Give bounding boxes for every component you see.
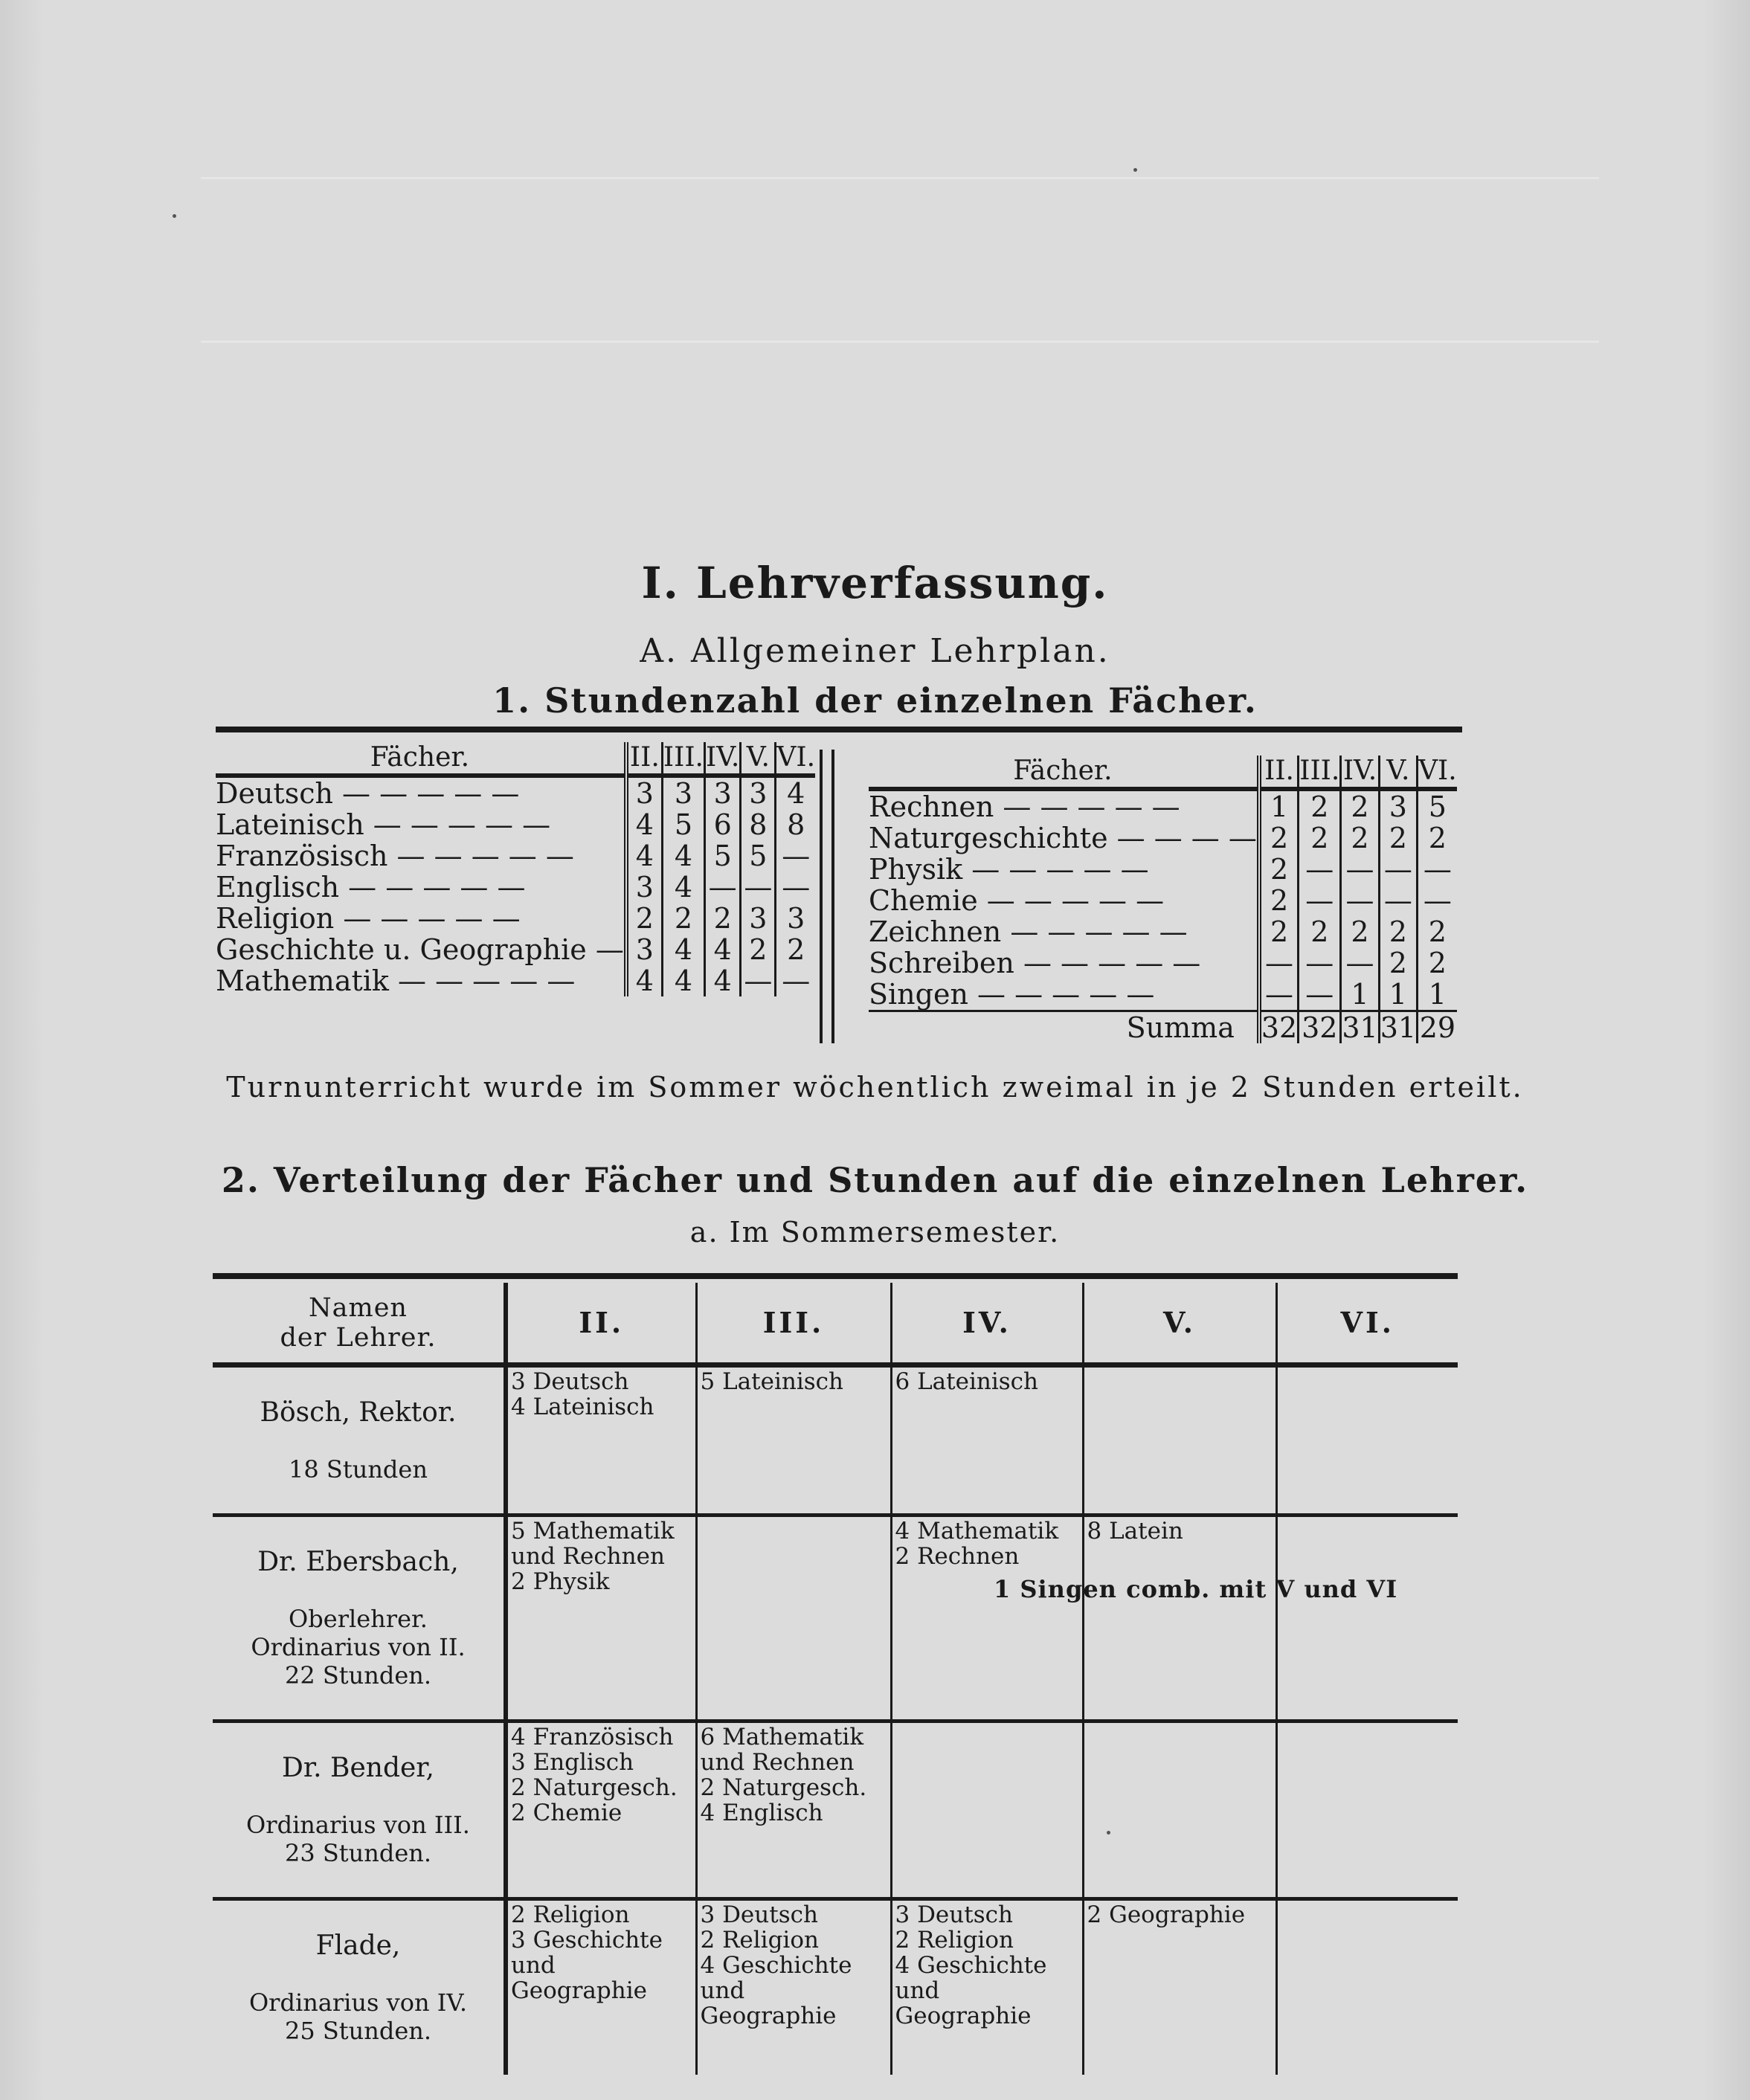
section1-title: 1. Stundenzahl der einzelnen Fächer.	[492, 680, 1258, 721]
paper-speck	[1133, 168, 1137, 172]
table-column-divider	[820, 750, 834, 1043]
teacher-details: 18 Stunden	[289, 1455, 428, 1484]
subject-name: Geschichte u. Geographie —	[216, 933, 624, 966]
hours-value: 2	[1418, 822, 1457, 854]
subject-name: Lateinisch — — — — —	[216, 808, 551, 841]
hours-value: 1	[1418, 979, 1457, 1011]
table-row	[216, 934, 815, 965]
hours-value: 3	[776, 903, 815, 934]
subject-header: Fächer.	[869, 756, 1259, 789]
page-subheading: A. Allgemeiner Lehrplan.	[640, 632, 1110, 670]
hours-value: —	[1299, 947, 1341, 979]
hours-value: —	[741, 965, 776, 996]
assignment-cell: 6 Mathematik und Rechnen 2 Naturgesch. 4 Englisch	[696, 1721, 891, 1899]
subject-name: Zeichnen — — — — —	[869, 915, 1188, 948]
assignment-cell: 3 Deutsch 4 Lateinisch	[506, 1365, 696, 1516]
class-header: VI.	[1276, 1283, 1458, 1365]
hours-value: 4	[776, 776, 815, 809]
assignment-cell	[1276, 1516, 1458, 1721]
hours-value: 2	[1299, 916, 1341, 947]
hours-value: —	[1259, 947, 1299, 979]
subject-name: Englisch — — — — —	[216, 871, 526, 904]
hours-value: 3	[1379, 789, 1417, 822]
teacher-row	[213, 1899, 1458, 2075]
hours-value: 5	[741, 840, 776, 872]
sum-value: 32	[1299, 1011, 1341, 1044]
subject-name: Chemie — — — — —	[869, 884, 1165, 917]
hours-value: 2	[1379, 916, 1417, 947]
hours-value: —	[1379, 885, 1417, 916]
hours-value: 2	[1341, 789, 1379, 822]
subject-name: Naturgeschichte — — — —	[869, 822, 1257, 854]
hours-value: 5	[1418, 789, 1457, 822]
class-header: V.	[741, 742, 776, 776]
class-header: IV.	[1341, 756, 1379, 789]
hours-table-left	[216, 742, 815, 996]
hours-value: 4	[662, 934, 704, 965]
subject-header: Fächer.	[216, 742, 626, 776]
teacher-name-header: Namen der Lehrer.	[213, 1283, 506, 1365]
teacher-cell	[213, 1516, 506, 1721]
teacher-row	[213, 1516, 1458, 1721]
class-header: III.	[662, 742, 704, 776]
hours-value: 2	[1379, 947, 1417, 979]
hours-value: 2	[741, 934, 776, 965]
hours-value: 2	[1341, 916, 1379, 947]
hours-value: 3	[704, 776, 740, 809]
table-top-rule	[213, 1273, 1458, 1279]
hours-value: —	[1341, 854, 1379, 885]
assignment-cell	[1083, 1721, 1276, 1899]
hours-value: 4	[704, 965, 740, 996]
sum-label: Summa	[869, 1011, 1259, 1044]
assignment-cell: 2 Religion 3 Geschichte und Geographie	[506, 1899, 696, 2075]
teacher-name: Dr. Bender,	[282, 1753, 434, 1783]
hours-value: —	[1341, 947, 1379, 979]
hours-value: 4	[626, 840, 663, 872]
teacher-row	[213, 1721, 1458, 1899]
class-header: IV.	[704, 742, 740, 776]
hours-value: 2	[1299, 822, 1341, 854]
teacher-cell	[213, 1365, 506, 1516]
table-row	[869, 885, 1457, 916]
hours-value: —	[776, 872, 815, 903]
hours-value: 6	[704, 809, 740, 840]
hours-value: 2	[626, 903, 663, 934]
subject-name: Deutsch — — — — —	[216, 777, 520, 810]
assignment-cell	[891, 1721, 1083, 1899]
teacher-distribution-table	[213, 1283, 1458, 2075]
section2-title: 2. Verteilung der Fächer und Stunden auf die einzelnen Lehrer.	[221, 1160, 1529, 1200]
hours-value: 2	[1418, 947, 1457, 979]
assignment-cell: 2 Geographie	[1083, 1899, 1276, 2075]
hours-value: 4	[626, 965, 663, 996]
hours-value: 2	[1259, 854, 1299, 885]
sum-value: 31	[1380, 1011, 1417, 1044]
teacher-name: Flade,	[315, 1930, 401, 1961]
hours-value: 4	[662, 840, 704, 872]
teacher-cell	[213, 1899, 506, 2075]
hours-value: —	[704, 872, 740, 903]
teacher-details: Ordinarius von III. 23 Stunden.	[246, 1811, 470, 1867]
table-row	[216, 965, 815, 996]
sum-value: 32	[1259, 1011, 1299, 1044]
class-header: II.	[506, 1283, 696, 1365]
paper-fold-line	[201, 341, 1599, 343]
hours-value: 4	[662, 965, 704, 996]
assignment-cell	[1083, 1365, 1276, 1516]
hours-value: 2	[1379, 822, 1417, 854]
table-row	[869, 854, 1457, 885]
hours-value: 4	[704, 934, 740, 965]
subject-name: Rechnen — — — — —	[869, 790, 1180, 823]
assignment-cell: 4 Französisch 3 Englisch 2 Naturgesch. 2 Chemie	[506, 1721, 696, 1899]
hours-value: 1	[1341, 979, 1379, 1011]
hours-value: 1	[1379, 979, 1417, 1011]
hours-table-right	[869, 756, 1457, 1043]
hours-value: 3	[626, 776, 663, 809]
hours-value: —	[776, 840, 815, 872]
assignment-cell: 8 Latein	[1083, 1516, 1276, 1721]
hours-value: 2	[1259, 916, 1299, 947]
sum-value: 29	[1418, 1011, 1457, 1044]
teacher-cell	[213, 1721, 506, 1899]
assignment-cell	[1276, 1721, 1458, 1899]
hours-value: 3	[626, 872, 663, 903]
combined-singing-note: 1 Singen comb. mit V und VI	[994, 1575, 1398, 1603]
assignment-cell: 3 Deutsch 2 Religion 4 Geschichte und Geographie	[891, 1899, 1083, 2075]
assignment-cell	[1276, 1365, 1458, 1516]
subject-name: Singen — — — — —	[869, 978, 1155, 1011]
table-row	[869, 979, 1457, 1011]
hours-value: 2	[662, 903, 704, 934]
hours-value: 2	[704, 903, 740, 934]
assignment-cell	[1276, 1899, 1458, 2075]
hours-value: —	[1299, 979, 1341, 1011]
hours-value: —	[1259, 979, 1299, 1011]
hours-value: 2	[1259, 885, 1299, 916]
class-header: III.	[696, 1283, 891, 1365]
sum-value: 31	[1342, 1011, 1378, 1044]
table-row	[869, 916, 1457, 947]
hours-value: 1	[1259, 789, 1299, 822]
subject-name: Physik — — — — —	[869, 853, 1149, 886]
hours-value: 2	[1341, 822, 1379, 854]
sum-row	[869, 1011, 1457, 1044]
class-header: III.	[1299, 756, 1341, 789]
table-row	[216, 809, 815, 840]
teacher-name: Dr. Ebersbach,	[257, 1547, 459, 1577]
hours-value: —	[776, 965, 815, 996]
class-header: V.	[1379, 756, 1417, 789]
table-row	[216, 776, 815, 809]
assignment-cell	[696, 1516, 891, 1721]
section2-subtitle: a. Im Sommersemester.	[689, 1216, 1061, 1249]
hours-value: —	[1379, 854, 1417, 885]
hours-value: 5	[704, 840, 740, 872]
teacher-name: Bösch, Rektor.	[260, 1397, 457, 1428]
hours-value: 3	[741, 903, 776, 934]
hours-value: 2	[1259, 822, 1299, 854]
assignment-cell: 3 Deutsch 2 Religion 4 Geschichte und Geographie	[696, 1899, 891, 2075]
assignment-cell: 5 Lateinisch	[696, 1365, 891, 1516]
subject-name: Mathematik — — — — —	[216, 964, 576, 997]
gymnastics-note: Turnunterricht wurde im Sommer wöchentlich zweimal in je 2 Stunden erteilt.	[226, 1071, 1524, 1104]
class-header: VI.	[776, 742, 815, 776]
paper-fold-line	[201, 177, 1599, 179]
page-heading: I. Lehrverfassung.	[641, 558, 1109, 608]
assignment-cell: 6 Lateinisch	[891, 1365, 1083, 1516]
table-row	[869, 947, 1457, 979]
table-row	[869, 789, 1457, 822]
class-header: V.	[1083, 1283, 1276, 1365]
assignment-cell: 4 Mathematik 2 Rechnen	[891, 1516, 1083, 1721]
table-top-rule	[216, 727, 1462, 732]
hours-value: 3	[626, 934, 663, 965]
hours-value: 2	[776, 934, 815, 965]
class-header: II.	[626, 742, 663, 776]
hours-value: 3	[741, 776, 776, 809]
subject-name: Schreiben — — — — —	[869, 947, 1201, 979]
hours-value: 4	[662, 872, 704, 903]
hours-value: —	[741, 872, 776, 903]
table-row	[216, 872, 815, 903]
hours-value: 8	[776, 809, 815, 840]
subject-name: Religion — — — — —	[216, 902, 521, 935]
hours-value: —	[1418, 885, 1457, 916]
hours-value: 3	[662, 776, 704, 809]
hours-value: 8	[741, 809, 776, 840]
class-header: II.	[1259, 756, 1299, 789]
hours-value: —	[1418, 854, 1457, 885]
hours-value: 2	[1299, 789, 1341, 822]
hours-value: —	[1299, 885, 1341, 916]
teacher-row	[213, 1365, 1458, 1516]
class-header: VI.	[1418, 756, 1457, 789]
paper-speck	[173, 214, 176, 218]
hours-value: —	[1299, 854, 1341, 885]
hours-value: 4	[626, 809, 663, 840]
subject-name: Französisch — — — — —	[216, 840, 574, 872]
teacher-details: Oberlehrer. Ordinarius von II. 22 Stunden.	[251, 1605, 466, 1690]
table-row	[869, 822, 1457, 854]
assignment-cell: 5 Mathematik und Rechnen 2 Physik	[506, 1516, 696, 1721]
hours-value: 5	[662, 809, 704, 840]
class-header: IV.	[891, 1283, 1083, 1365]
teacher-details: Ordinarius von IV. 25 Stunden.	[248, 1988, 468, 2045]
table-row	[216, 840, 815, 872]
hours-value: —	[1341, 885, 1379, 916]
hours-value: 2	[1418, 916, 1457, 947]
table-row	[216, 903, 815, 934]
